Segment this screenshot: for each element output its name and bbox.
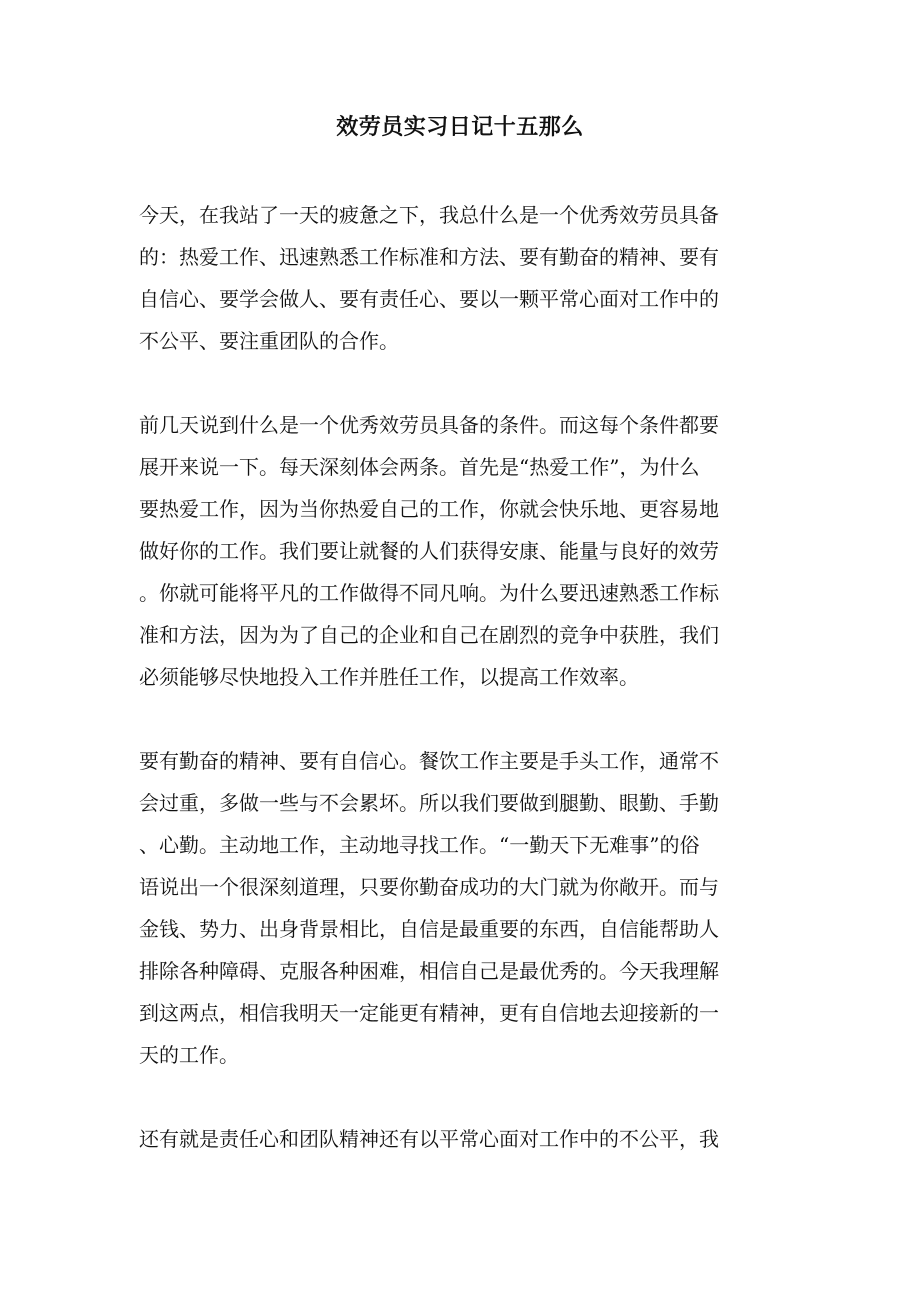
text-line: 还有就是责任心和团队精神还有以平常心面对工作中的不公平，我 [139,1127,719,1151]
document-body [139,194,771,1202]
paragraph-2 [139,404,771,698]
text-line: 语说出一个很深刻道理，只要你勤奋成功的大门就为你敞开。而与 [139,875,719,899]
text-line: 到这两点，相信我明天一定能更有精神，更有自信地去迎接新的一 [139,1001,719,1025]
text-line: 。你就可能将平凡的工作做得不同凡响。为什么要迅速熟悉工作标 [139,581,719,605]
text-line: 准和方法，因为为了自己的企业和自己在剧烈的竞争中获胜，我们 [139,623,719,647]
text-line: 天的工作。 [139,1043,239,1067]
text-line: 自信心、要学会做人、要有责任心、要以一颗平常心面对工作中的 [139,287,719,311]
text-line: 不公平、要注重团队的合作。 [139,329,399,353]
paragraph-3 [139,740,771,1076]
text-line: 今天，在我站了一天的疲惫之下，我总什么是一个优秀效劳员具备 [139,203,719,227]
text-line: 排除各种障碍、克服各种困难，相信自己是最优秀的。今天我理解 [139,959,719,983]
text-line: 展开来说一下。每天深刻体会两条。首先是“热爱工作”，为什么 [139,455,700,479]
text-line: 前几天说到什么是一个优秀效劳员具备的条件。而这每个条件都要 [139,413,719,437]
document-title: 效劳员实习日记十五那么 [336,114,584,140]
paragraph-1 [139,194,771,362]
text-line: 要有勤奋的精神、要有自信心。餐饮工作主要是手头工作，通常不 [139,749,719,773]
text-line: 、心勤。主动地工作，主动地寻找工作。“一勤天下无难事”的俗 [139,833,700,857]
paragraph-4 [139,1118,771,1160]
text-line: 要热爱工作，因为当你热爱自己的工作，你就会快乐地、更容易地 [139,497,719,521]
text-line: 会过重，多做一些与不会累坏。所以我们要做到腿勤、眼勤、手勤 [139,791,719,815]
text-line: 做好你的工作。我们要让就餐的人们获得安康、能量与良好的效劳 [139,539,719,563]
text-line: 的：热爱工作、迅速熟悉工作标准和方法、要有勤奋的精神、要有 [139,245,719,269]
text-line: 必须能够尽快地投入工作并胜任工作，以提高工作效率。 [139,665,639,689]
text-line: 金钱、势力、出身背景相比，自信是最重要的东西，自信能帮助人 [139,917,719,941]
